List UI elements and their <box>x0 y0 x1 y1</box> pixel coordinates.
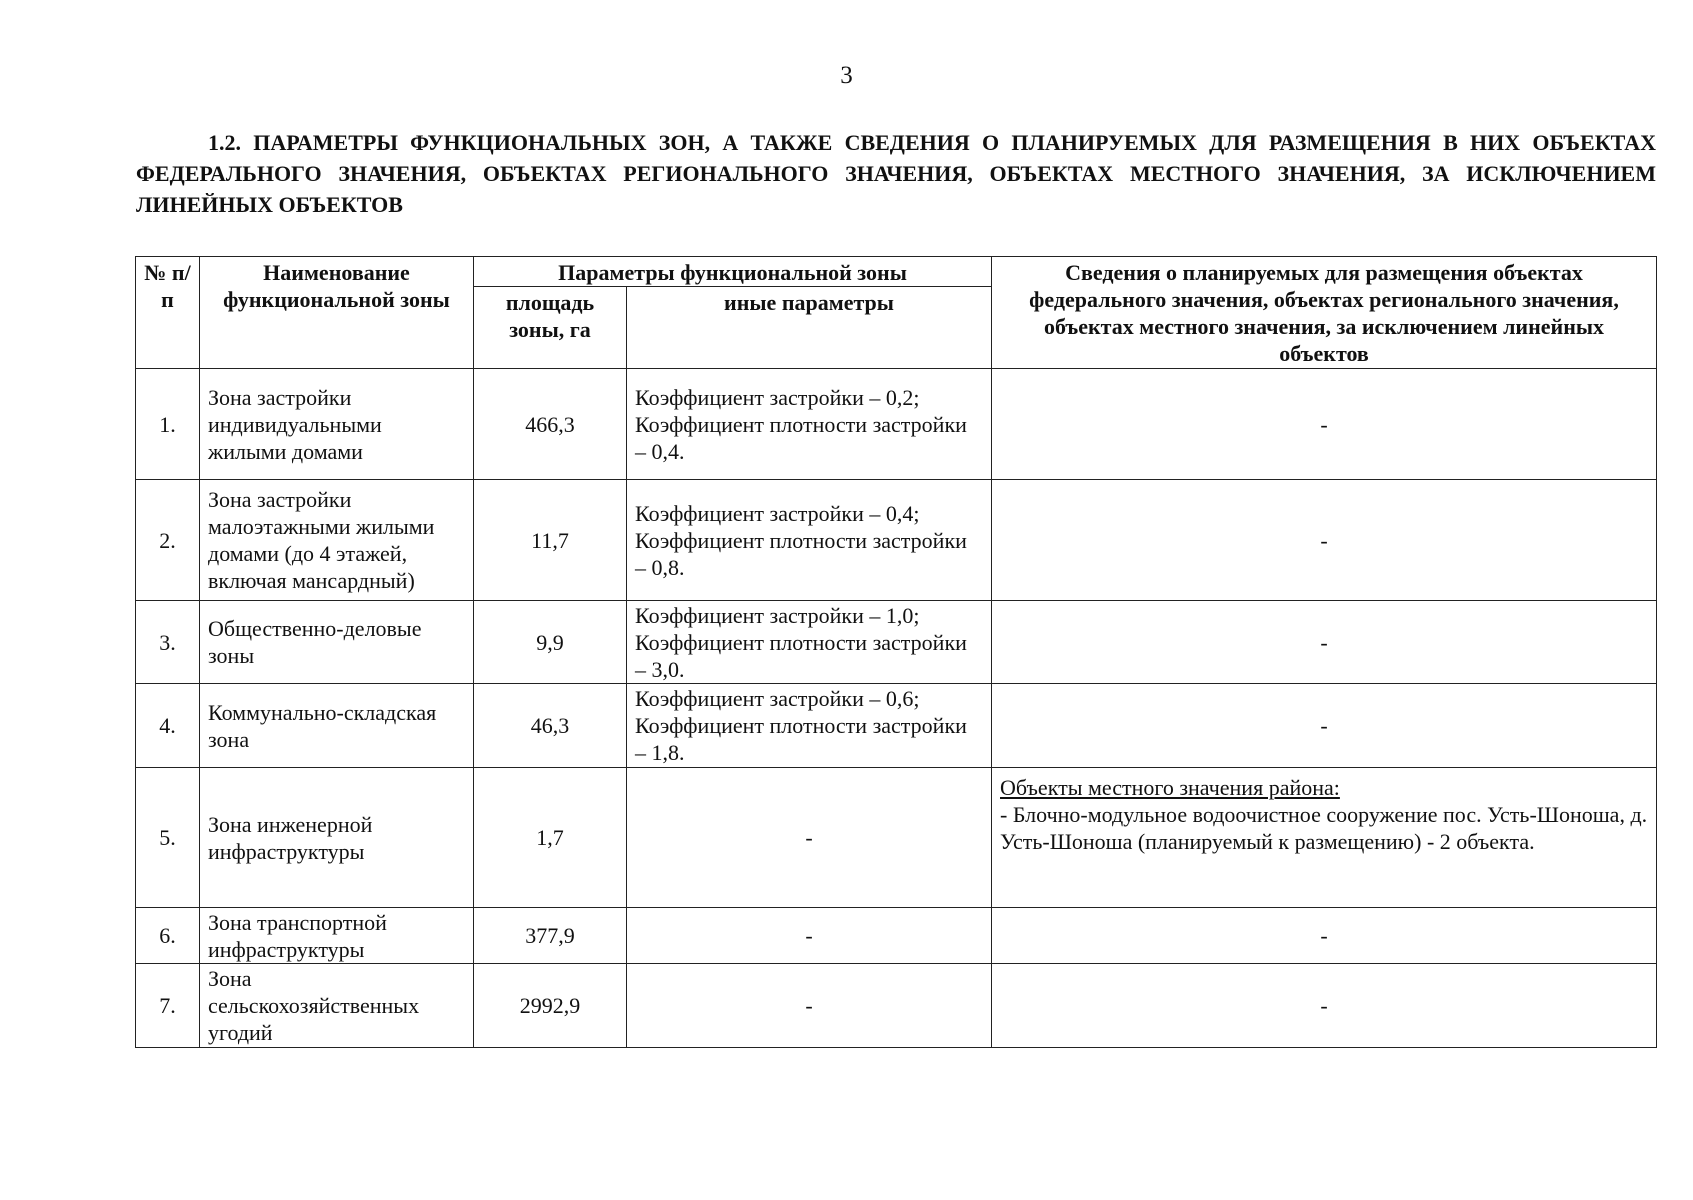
density-coefficient: Коэффициент плотности застройки – 3,0. <box>635 629 967 682</box>
build-coefficient: Коэффициент застройки – 0,2; <box>635 384 920 410</box>
row-num: 1. <box>136 369 200 480</box>
row-area: 2992,9 <box>474 964 627 1048</box>
build-coefficient: Коэффициент застройки – 1,0; <box>635 602 920 628</box>
row-other <box>627 684 992 768</box>
row-num: 4. <box>136 684 200 768</box>
row-area: 1,7 <box>474 768 627 908</box>
row-other: - <box>627 964 992 1048</box>
table-header <box>136 257 1657 369</box>
info-title: Объекты местного значения района: <box>1000 775 1340 800</box>
density-coefficient: Коэффициент плотности застройки – 0,4. <box>635 411 967 464</box>
table-row <box>136 964 1657 1048</box>
header-other: иные параметры <box>627 287 992 369</box>
row-name: Зона застройки индивидуальными жилыми домами <box>200 369 474 480</box>
density-coefficient: Коэффициент плотности застройки – 1,8. <box>635 713 967 765</box>
build-coefficient: Коэффициент застройки – 0,4; <box>635 500 920 526</box>
row-area: 9,9 <box>474 601 627 684</box>
row-num: 2. <box>136 480 200 601</box>
row-area: 11,7 <box>474 480 627 601</box>
row-name: Зона сельскохозяйственных угодий <box>200 964 474 1048</box>
table-row <box>136 601 1657 684</box>
row-other <box>627 601 992 684</box>
row-other <box>627 480 992 601</box>
row-name: Зона транспортной инфраструктуры <box>200 908 474 964</box>
table-row <box>136 480 1657 601</box>
row-other <box>627 369 992 480</box>
row-num: 5. <box>136 768 200 908</box>
zones-table <box>135 256 1657 1048</box>
row-other: - <box>627 908 992 964</box>
page-number: 3 <box>840 62 853 89</box>
header-num: № п/п <box>136 257 200 369</box>
row-area: 377,9 <box>474 908 627 964</box>
row-info: - <box>992 601 1657 684</box>
header-name: Наименование функциональной зоны <box>200 257 474 369</box>
row-name: Зона застройки малоэтажными жилыми домами (до 4 этажей, включая мансардный) <box>200 480 474 601</box>
build-coefficient: Коэффициент застройки – 0,6; <box>635 686 920 711</box>
row-info: - <box>992 684 1657 768</box>
header-info: Сведения о планируемых для размещения объектах федерального значения, объектах регионального значения, объектах местного значения, за исключением линейных объектов <box>992 257 1657 369</box>
row-name: Общественно-деловые зоны <box>200 601 474 684</box>
info-text: - Блочно-модульное водоочистное сооружение пос. Усть-Шоноша, д. Усть-Шоноша (планируемый к размещению) - 2 объекта. <box>1000 802 1648 854</box>
section-heading: 1.2. ПАРАМЕТРЫ ФУНКЦИОНАЛЬНЫХ ЗОН, А ТАКЖЕ СВЕДЕНИЯ О ПЛАНИРУЕМЫХ ДЛЯ РАЗМЕЩЕНИЯ В НИХ ОБЪЕКТАХ ФЕДЕРАЛЬНОГО ЗНАЧЕНИЯ, ОБЪЕКТАХ РЕГИОНАЛЬНОГО ЗНАЧЕНИЯ, ОБЪЕКТАХ МЕСТНОГО ЗНАЧЕНИЯ, ЗА ИСКЛЮЧЕНИЕМ ЛИНЕЙНЫХ ОБЪЕКТОВ <box>136 130 1656 217</box>
row-other: - <box>627 768 992 908</box>
header-area: площадь зоны, га <box>474 287 627 369</box>
table-row <box>136 908 1657 964</box>
row-info <box>992 768 1657 908</box>
density-coefficient: Коэффициент плотности застройки – 0,8. <box>635 527 967 580</box>
row-num: 7. <box>136 964 200 1048</box>
row-info: - <box>992 480 1657 601</box>
row-info: - <box>992 908 1657 964</box>
row-info: - <box>992 964 1657 1048</box>
row-area: 466,3 <box>474 369 627 480</box>
row-info: - <box>992 369 1657 480</box>
row-name: Коммунально-складская зона <box>200 684 474 768</box>
row-num: 3. <box>136 601 200 684</box>
table-row <box>136 768 1657 908</box>
row-name: Зона инженерной инфраструктуры <box>200 768 474 908</box>
header-params-group: Параметры функциональной зоны <box>474 257 992 287</box>
row-area: 46,3 <box>474 684 627 768</box>
table-row <box>136 369 1657 480</box>
table-row <box>136 684 1657 768</box>
row-num: 6. <box>136 908 200 964</box>
